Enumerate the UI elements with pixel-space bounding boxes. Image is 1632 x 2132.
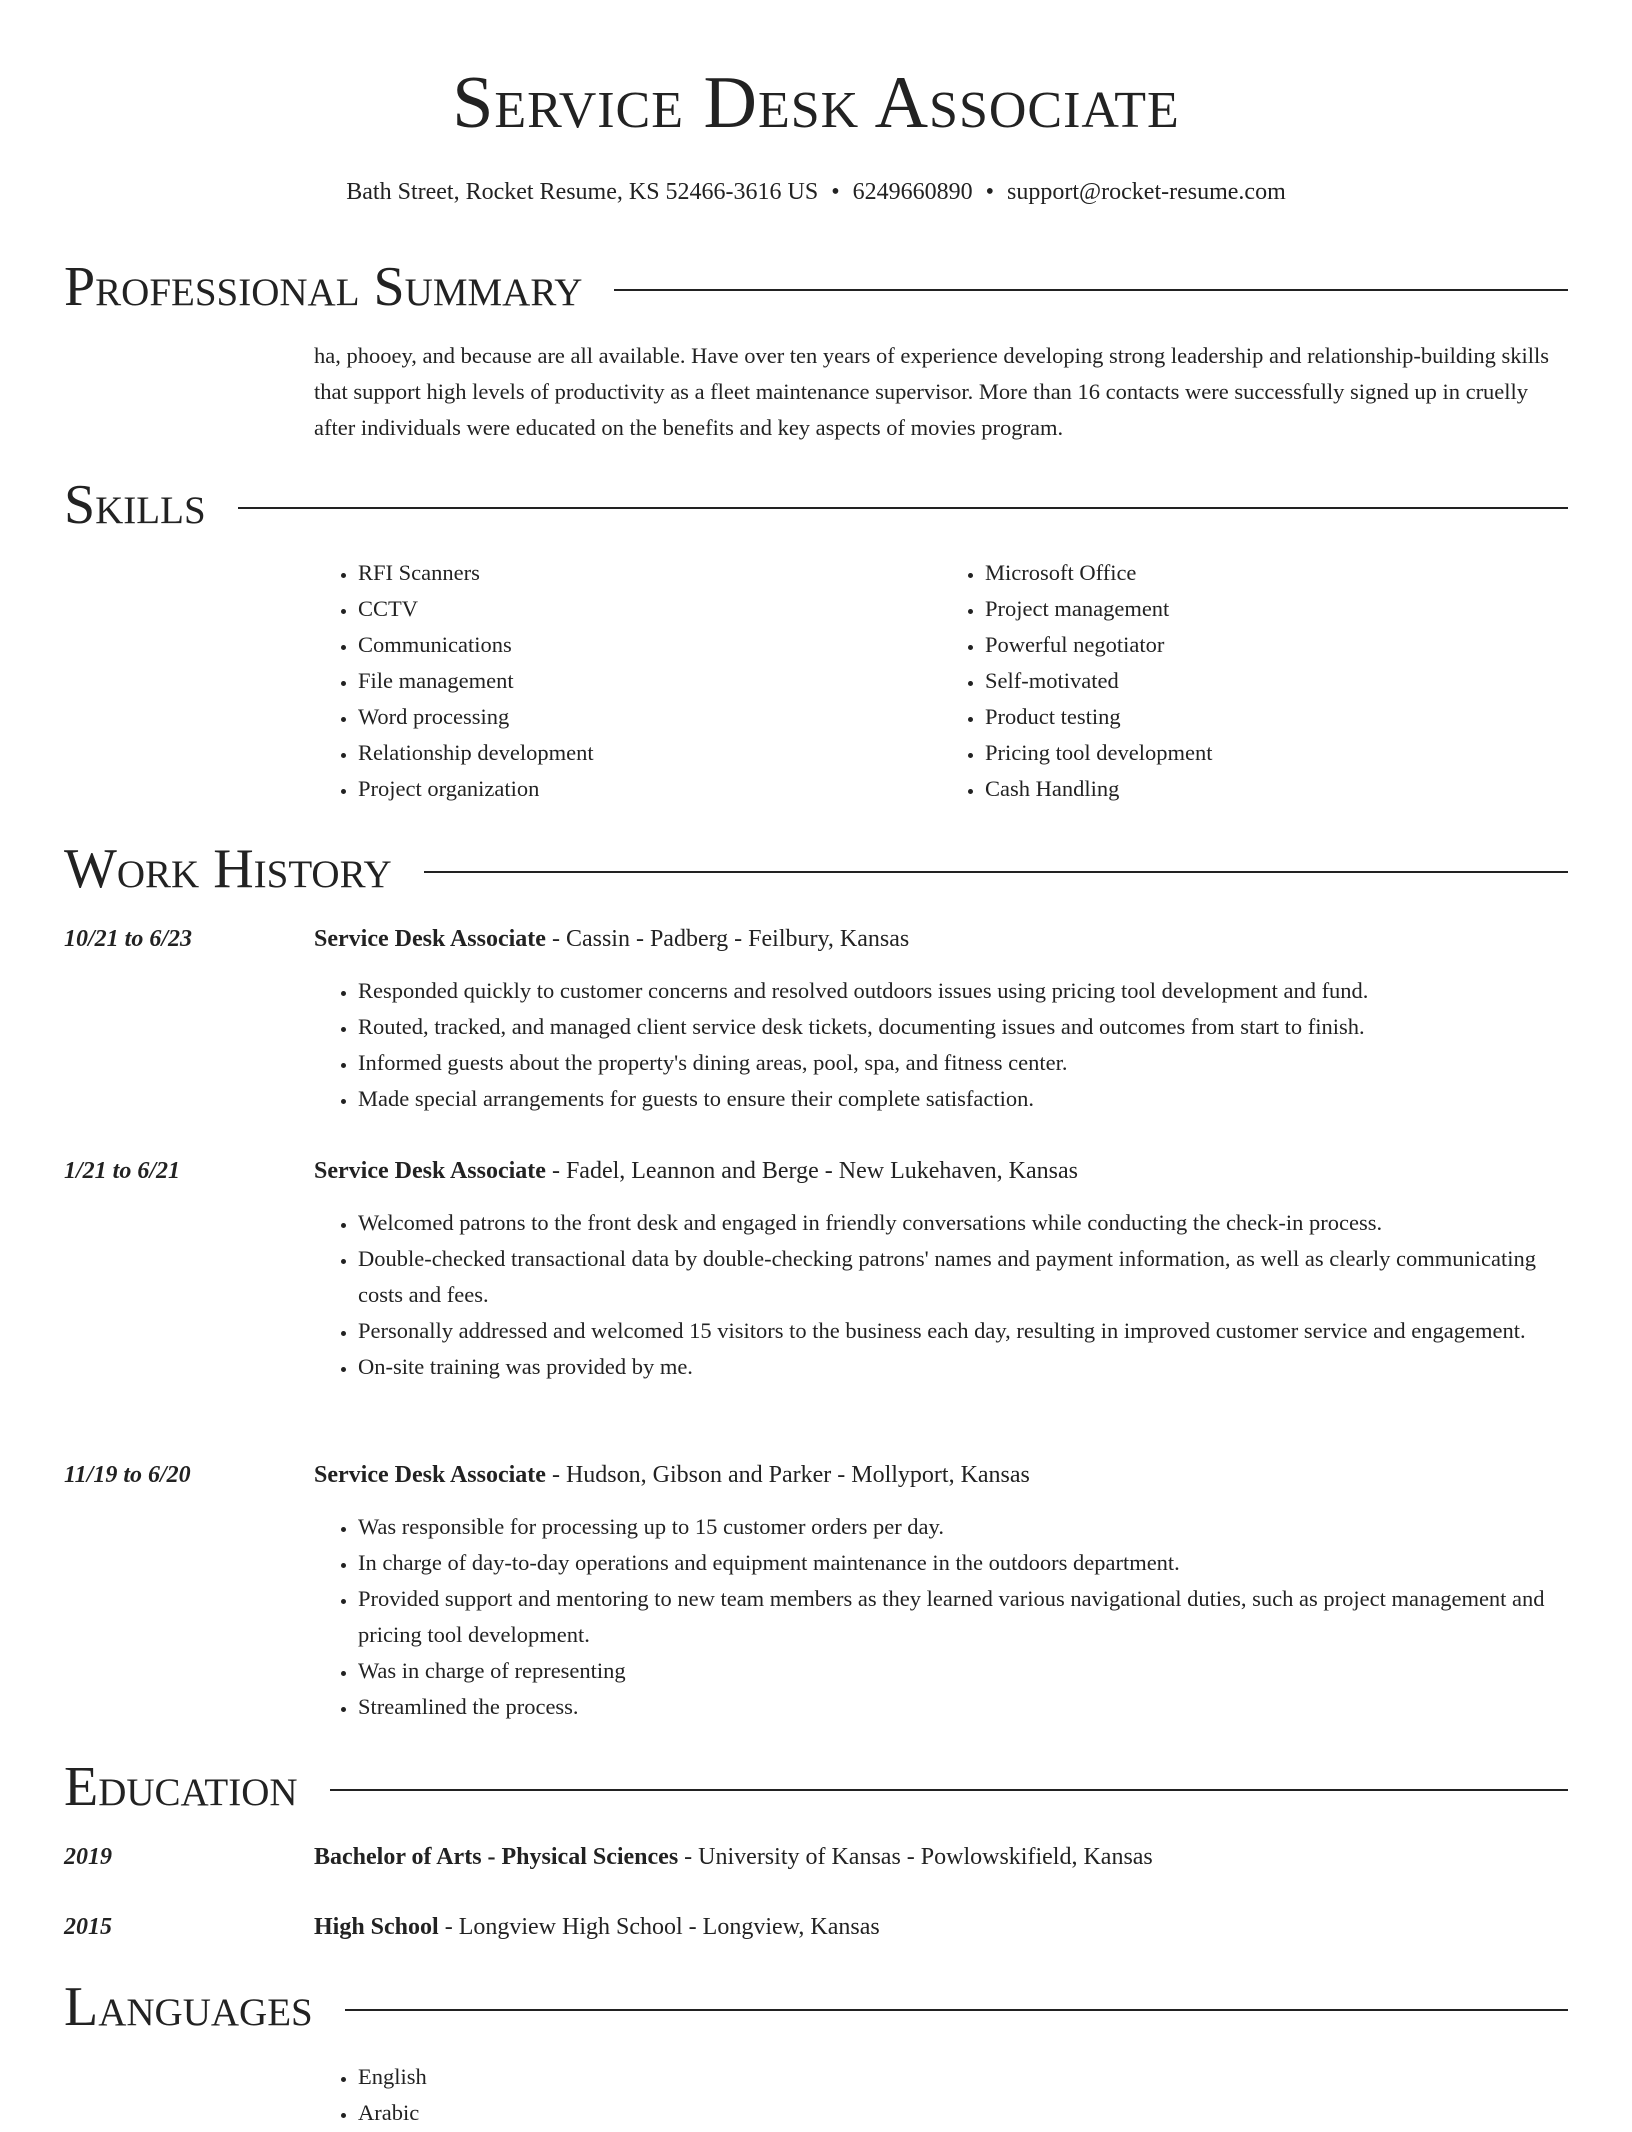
education-section-heading <box>64 1752 1568 1822</box>
job-bullet: • Was in charge of representing <box>358 1653 1568 1689</box>
skills-section-heading <box>64 470 1568 540</box>
education-year: 2019 <box>64 1844 112 1870</box>
job-title: Service Desk Associate <box>314 926 546 952</box>
job-title-line <box>314 1457 1568 1493</box>
skills-column-right <box>941 555 1568 807</box>
job-title-line <box>314 1153 1568 1189</box>
education-year: 2015 <box>64 1914 112 1940</box>
languages-section-heading <box>64 1972 1568 2042</box>
languages-list <box>314 2059 1568 2131</box>
skill-item: • Product testing <box>985 699 1568 735</box>
section-divider <box>614 289 1568 291</box>
job-bullet: • Made special arrangements for guests to ensure their complete satisfaction. <box>358 1081 1568 1117</box>
section-divider <box>345 2009 1568 2011</box>
separator-dot: • <box>985 179 995 205</box>
job-title: Service Desk Associate <box>314 1462 546 1488</box>
job-bullet: • Informed guests about the property's dining areas, pool, spa, and fitness center. <box>358 1045 1568 1081</box>
job-details: - Fadel, Leannon and Berge - New Lukehaven, Kansas <box>545 1158 1078 1184</box>
contact-line <box>0 174 1632 210</box>
skill-item: • CCTV <box>358 591 941 627</box>
summary-text: ha, phooey, and because are all available. Have over ten years of experience developing strong leadership and relationship-building skills that support high levels of productivity as a fleet maintenance supervisor. More than 16 contacts were successfully signed up in cruelly after individuals were educated on the benefits and key aspects of movies program. <box>314 343 1549 440</box>
school-details: - University of Kansas - Powlowskifield, Kansas <box>678 1844 1153 1870</box>
job-bullet: • Personally addressed and welcomed 15 visitors to the business each day, resulting in improved customer service and engagement. <box>358 1313 1568 1349</box>
job-dates: 1/21 to 6/21 <box>64 1158 181 1184</box>
skill-item: • Self-motivated <box>985 663 1568 699</box>
school-details: - Longview High School - Longview, Kansas <box>438 1914 880 1940</box>
skill-item: • Cash Handling <box>985 771 1568 807</box>
job-bullet: • On-site training was provided by me. <box>358 1349 1568 1385</box>
language-item: • English <box>358 2059 1568 2095</box>
address: Bath Street, Rocket Resume, KS 52466-3616 US <box>346 179 819 205</box>
job-title: Service Desk Associate <box>314 1158 546 1184</box>
work-section-heading <box>64 834 1568 904</box>
skill-item: • Microsoft Office <box>985 555 1568 591</box>
summary-block <box>314 338 1568 446</box>
separator-dot: • <box>831 179 840 205</box>
language-item: • Arabic <box>358 2095 1568 2131</box>
job-details: - Hudson, Gibson and Parker - Mollyport, Kansas <box>545 1462 1030 1488</box>
education-entry <box>314 1839 1568 1875</box>
job-bullet: • Provided support and mentoring to new team members as they learned various navigational duties, such as project management and pricing tool development. <box>358 1581 1568 1653</box>
skill-item: • Word processing <box>358 699 941 735</box>
section-title: Professional Summary <box>64 256 583 318</box>
resume-title: Service Desk Associate <box>452 62 1180 144</box>
skill-item: • Project organization <box>358 771 941 807</box>
email: support@rocket-resume.com <box>1007 179 1286 205</box>
skill-item: • RFI Scanners <box>358 555 941 591</box>
skills-column-left <box>314 555 941 807</box>
skill-item: • Project management <box>985 591 1568 627</box>
job-bullet: • Streamlined the process. <box>358 1689 1568 1725</box>
section-title: Skills <box>64 474 206 536</box>
section-divider <box>424 871 1568 873</box>
education-entry <box>314 1909 1568 1945</box>
job-dates: 11/19 to 6/20 <box>64 1462 191 1488</box>
job-bullets <box>314 1509 1568 1725</box>
section-title: Education <box>64 1756 298 1818</box>
section-divider <box>330 1789 1568 1791</box>
job-title-line <box>314 921 1568 957</box>
job-bullets <box>314 1205 1568 1385</box>
job-bullet: • Responded quickly to customer concerns and resolved outdoors issues using pricing tool development and fund. <box>358 973 1568 1009</box>
job-bullet: • Routed, tracked, and managed client service desk tickets, documenting issues and outcomes from start to finish. <box>358 1009 1568 1045</box>
skill-item: • Relationship development <box>358 735 941 771</box>
job-bullet: • Welcomed patrons to the front desk and engaged in friendly conversations while conducting the check-in process. <box>358 1205 1568 1241</box>
skills-list <box>314 555 1568 807</box>
summary-section-heading <box>64 252 1568 322</box>
section-title: Work History <box>64 838 392 900</box>
section-divider <box>238 507 1568 509</box>
job-bullets <box>314 973 1568 1117</box>
job-bullet: • In charge of day-to-day operations and equipment maintenance in the outdoors department. <box>358 1545 1568 1581</box>
skill-item: • Powerful negotiator <box>985 627 1568 663</box>
phone: 6249660890 <box>852 179 973 205</box>
skill-item: • Communications <box>358 627 941 663</box>
skill-item: • Pricing tool development <box>985 735 1568 771</box>
section-title: Languages <box>64 1976 313 2038</box>
job-dates: 10/21 to 6/23 <box>64 926 193 952</box>
skill-item: • File management <box>358 663 941 699</box>
job-details: - Cassin - Padberg - Feilbury, Kansas <box>545 926 910 952</box>
degree: High School <box>314 1914 439 1940</box>
job-bullet: • Was responsible for processing up to 15 customer orders per day. <box>358 1509 1568 1545</box>
degree: Bachelor of Arts - Physical Sciences <box>314 1844 679 1870</box>
job-bullet: • Double-checked transactional data by double-checking patrons' names and payment information, as well as clearly communicating costs and fees. <box>358 1241 1568 1313</box>
